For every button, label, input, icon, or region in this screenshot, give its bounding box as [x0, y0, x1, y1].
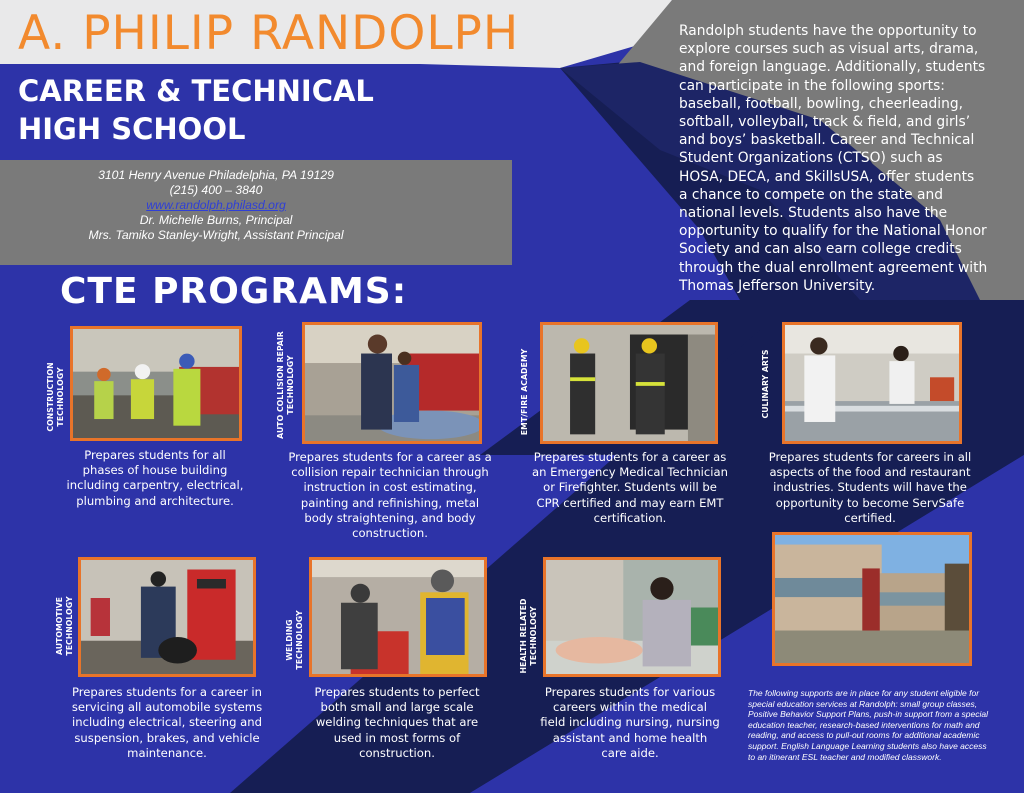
program-label-line: CONSTRUCTION — [46, 362, 55, 432]
phone: (215) 400 – 3840 — [169, 183, 263, 197]
desc-line: construction. — [352, 526, 428, 541]
supports-line: support. English Language Learning students also have access — [748, 740, 987, 751]
intro-line: explore courses such as visual arts, drama, — [679, 41, 979, 58]
principal: Dr. Michelle Burns, Principal — [139, 213, 293, 227]
desc-line: CPR certified and may earn EMT — [536, 495, 724, 510]
desc-line: careers within the medical — [552, 700, 708, 715]
supports-line: special education services at Randolph: small group classes, — [748, 698, 978, 709]
desc-line: certified. — [844, 510, 896, 525]
intro-line: Student Organizations (CTSO) such as — [679, 150, 943, 167]
desc-line: servicing all automobile systems — [71, 700, 263, 715]
program-label-line: TECHNOLOGY — [529, 606, 538, 666]
supports-line: to an itinerant ESL teacher and modified classwork. — [748, 751, 942, 762]
desc-line: Prepares students for a career as — [533, 450, 727, 464]
program-label-construction — [46, 332, 70, 462]
desc-line: aspects of the food and restaurant — [769, 465, 971, 480]
school-subtitle — [18, 72, 374, 148]
program-label-health — [519, 571, 543, 701]
program-label-automotive — [55, 561, 79, 691]
desc-line: phases of house building — [82, 463, 228, 478]
desc-line: Prepares students for a career as a — [288, 450, 492, 464]
program-label-line: AUTO COLLISION REPAIR — [276, 331, 285, 439]
program-label-line: TECHNOLOGY — [65, 596, 74, 656]
desc-line: Prepares students for all — [84, 448, 226, 462]
cte-programs-heading: CTE PROGRAMS: — [60, 271, 408, 312]
desc-line: collision repair technician through — [291, 465, 489, 480]
program-desc-auto-collision — [285, 450, 495, 541]
desc-line: both small and large scale — [320, 700, 474, 715]
supports-line: education teacher, research-based interventions for math and — [748, 719, 980, 730]
contact-block — [66, 168, 366, 243]
special-education-supports — [748, 688, 1018, 762]
desc-line: field including nursing, nursing — [540, 715, 720, 730]
subtitle-line: HIGH SCHOOL — [18, 112, 246, 146]
desc-line: construction. — [359, 745, 435, 760]
program-desc-construction — [60, 448, 250, 509]
desc-line: certification. — [593, 510, 667, 525]
school-building-photo — [772, 532, 972, 666]
desc-line: an Emergency Medical Technician — [532, 465, 728, 480]
desc-line: instruction in cost estimating, — [303, 480, 477, 495]
desc-line: body straightening, and body — [304, 510, 476, 525]
program-label-line: CULINARY ARTS — [761, 349, 770, 419]
desc-line: Prepares students for a career in — [71, 685, 262, 699]
desc-line: Prepares students for careers in all — [768, 450, 972, 464]
school-title: A. PHILIP RANDOLPH — [18, 6, 520, 61]
culinary-photo — [782, 322, 962, 444]
intro-paragraph — [679, 22, 1013, 295]
desc-line: including electrical, steering and — [72, 715, 262, 730]
intro-line: can participate in the following sports: — [679, 77, 945, 94]
desc-line: suspension, brakes, and vehicle — [74, 730, 260, 745]
desc-line: including carpentry, electrical, — [66, 478, 244, 493]
program-desc-emt-fire — [525, 450, 735, 526]
construction-photo — [70, 326, 242, 441]
address: 3101 Henry Avenue Philadelphia, PA 19129 — [98, 168, 334, 182]
program-desc-welding — [292, 685, 502, 761]
desc-line: painting and refinishing, metal — [300, 495, 480, 510]
desc-line: plumbing and architecture. — [76, 493, 234, 508]
desc-line: maintenance. — [127, 745, 207, 760]
desc-line: welding techniques that are — [315, 715, 479, 730]
program-desc-culinary — [765, 450, 975, 526]
desc-line: opportunity to become ServSafe — [775, 495, 965, 510]
desc-line: or Firefighter. Students will be — [543, 480, 717, 495]
intro-line: HOSA, DECA, and SkillsUSA, offer students — [679, 168, 975, 185]
intro-line: softball, volleyball, track & field, and girls’ — [679, 114, 971, 131]
desc-line: care aide. — [601, 745, 659, 760]
supports-line: reading, and access to pull-out rooms for additional academic — [748, 730, 980, 741]
health-photo — [543, 557, 721, 677]
program-desc-automotive — [62, 685, 272, 761]
program-label-line: EMT/FIRE ACADEMY — [520, 348, 529, 436]
desc-line: Prepares students to perfect — [314, 685, 480, 699]
intro-line: Society and can also earn college credits — [679, 241, 962, 258]
program-desc-health — [525, 685, 735, 761]
program-label-line: WELDING — [285, 619, 294, 661]
desc-line: assistant and home health — [552, 730, 708, 745]
intro-line: opportunity to qualify for the National Honor — [679, 223, 987, 240]
firefighter-photo — [540, 322, 718, 444]
intro-line: and boys’ basketball. Career and Technical — [679, 132, 975, 149]
program-label-auto-collision — [276, 320, 300, 450]
website-link[interactable]: www.randolph.philasd.org — [146, 198, 286, 212]
intro-line: a chance to compete on the state and — [679, 186, 943, 203]
program-label-line: TECHNOLOGY — [286, 355, 295, 415]
intro-line: through the dual enrollment agreement with — [679, 259, 988, 276]
supports-line: Positive Behavior Support Plans, push-in support from a special — [748, 709, 989, 720]
intro-line: baseball, football, bowling, cheerleading, — [679, 95, 963, 112]
assistant-principal: Mrs. Tamiko Stanley-Wright, Assistant Principal — [88, 228, 344, 242]
desc-line: Prepares students for various — [544, 685, 716, 699]
intro-line: national levels. Students also have the — [679, 205, 948, 222]
program-label-line: TECHNOLOGY — [295, 610, 304, 670]
supports-line: The following supports are in place for any student eligible for — [748, 688, 980, 698]
intro-line: Randolph students have the opportunity to — [679, 23, 977, 39]
automotive-photo — [78, 557, 256, 677]
subtitle-line: CAREER & TECHNICAL — [18, 74, 374, 108]
welding-photo — [309, 557, 487, 677]
auto-collision-photo — [302, 322, 482, 444]
program-label-line: HEALTH RELATED — [519, 598, 528, 674]
desc-line: industries. Students will have the — [773, 480, 967, 495]
intro-line: and foreign language. Additionally, students — [679, 59, 986, 76]
program-label-line: TECHNOLOGY — [56, 367, 65, 427]
desc-line: used in most forms of — [333, 730, 461, 745]
program-label-line: AUTOMOTIVE — [55, 596, 64, 656]
intro-line: Thomas Jefferson University. — [679, 277, 876, 294]
